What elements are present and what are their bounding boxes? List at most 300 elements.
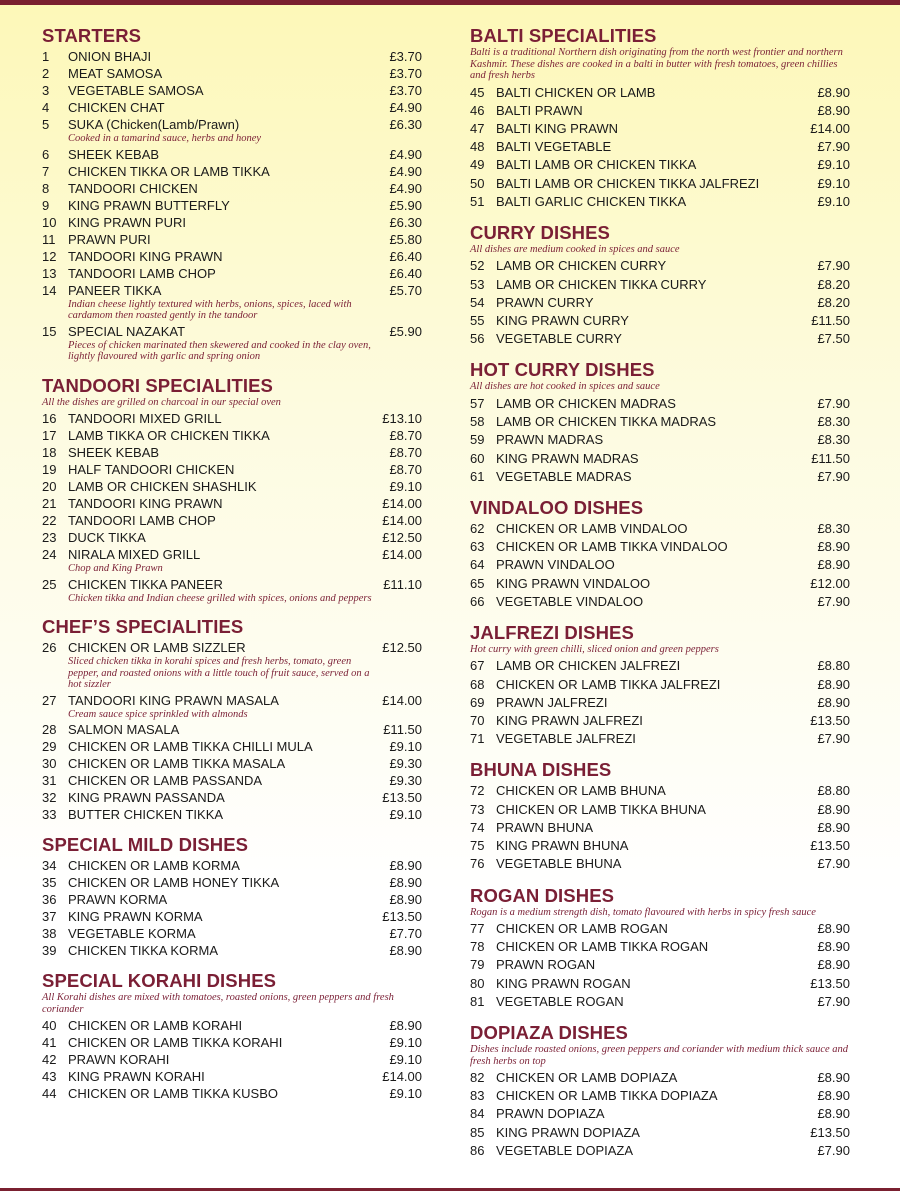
item-body bbox=[496, 837, 800, 855]
item-price: £8.90 bbox=[817, 819, 850, 835]
item-name: ONION BHAJI bbox=[68, 49, 152, 64]
item-body bbox=[496, 956, 800, 974]
item-body bbox=[68, 65, 372, 82]
item-number: 65 bbox=[470, 575, 485, 591]
item-price: £7.90 bbox=[817, 731, 850, 747]
item-price: £8.90 bbox=[389, 875, 422, 890]
item-number: 37 bbox=[42, 909, 57, 924]
menu-item bbox=[42, 1068, 422, 1085]
item-number: 72 bbox=[470, 783, 485, 799]
item-body bbox=[496, 855, 800, 873]
item-number: 60 bbox=[470, 450, 485, 466]
item-price: £13.50 bbox=[810, 838, 850, 854]
section-title: ROGAN DISHES bbox=[470, 884, 615, 906]
item-body bbox=[68, 576, 372, 606]
item-body bbox=[68, 1068, 372, 1085]
section-items bbox=[42, 857, 422, 959]
item-name: SHEEK KEBAB bbox=[68, 445, 160, 460]
item-name: CHICKEN TIKKA KORMA bbox=[68, 943, 219, 958]
item-number: 86 bbox=[470, 1142, 485, 1158]
item-name: CHICKEN TIKKA OR LAMB TIKKA bbox=[68, 163, 270, 179]
item-body bbox=[496, 450, 800, 468]
menu-item bbox=[42, 908, 422, 925]
item-number: 21 bbox=[42, 496, 57, 511]
item-body bbox=[68, 857, 372, 874]
item-body bbox=[496, 1087, 800, 1105]
item-number: 36 bbox=[42, 892, 57, 907]
item-number: 33 bbox=[42, 807, 57, 822]
item-name: SALMON MASALA bbox=[68, 722, 180, 737]
item-name: PANEER TIKKA bbox=[68, 282, 162, 298]
item-price: £8.80 bbox=[817, 783, 850, 799]
menu-section bbox=[470, 221, 850, 349]
item-body bbox=[68, 1085, 372, 1102]
item-name: KING PRAWN ROGAN bbox=[496, 975, 631, 991]
item-price: £4.90 bbox=[389, 180, 422, 196]
section-description: Dishes include roasted onions, green peppers and coriander with medium thick sauce and fresh herbs on top bbox=[470, 1044, 849, 1067]
item-number: 80 bbox=[470, 975, 485, 991]
menu-item bbox=[470, 1142, 850, 1160]
item-body bbox=[496, 556, 800, 574]
item-description: Chop and King Prawn bbox=[68, 563, 163, 574]
section-items bbox=[470, 1069, 850, 1160]
item-name: CHICKEN OR LAMB HONEY TIKKA bbox=[68, 875, 280, 890]
item-price: £7.90 bbox=[817, 258, 850, 274]
menu-item bbox=[470, 920, 850, 938]
item-name: SUKA (Chicken(Lamb/Prawn) bbox=[68, 117, 240, 132]
item-name: CHICKEN OR LAMB BHUNA bbox=[496, 783, 666, 799]
item-body bbox=[68, 248, 372, 265]
item-number: 46 bbox=[470, 102, 485, 118]
item-price: £7.90 bbox=[817, 593, 850, 609]
item-number: 8 bbox=[42, 180, 50, 196]
item-body bbox=[68, 639, 372, 692]
section-items bbox=[470, 782, 850, 873]
item-number: 57 bbox=[470, 395, 485, 411]
item-price: £9.30 bbox=[389, 756, 422, 771]
item-price: £9.10 bbox=[389, 1052, 422, 1067]
section-items bbox=[470, 257, 850, 348]
item-price: £6.30 bbox=[389, 117, 422, 132]
item-body bbox=[68, 692, 372, 722]
item-description: Cooked in a tamarind sauce, herbs and honey bbox=[68, 133, 262, 144]
item-price: £13.50 bbox=[810, 1124, 850, 1140]
menu-item bbox=[42, 116, 422, 146]
item-name: VEGETABLE MADRAS bbox=[496, 468, 632, 484]
item-name: KING PRAWN BHUNA bbox=[496, 838, 629, 854]
item-body bbox=[68, 163, 372, 180]
item-name: KING PRAWN DOPIAZA bbox=[496, 1124, 640, 1140]
menu-item bbox=[42, 806, 422, 823]
menu-item bbox=[42, 197, 422, 214]
item-number: 58 bbox=[470, 414, 485, 430]
item-price: £8.90 bbox=[817, 1070, 850, 1086]
item-body bbox=[496, 431, 800, 449]
item-body bbox=[68, 48, 372, 65]
menu-item bbox=[470, 801, 850, 819]
menu-item bbox=[42, 692, 422, 722]
menu-item bbox=[470, 975, 850, 993]
item-body bbox=[68, 231, 372, 248]
item-body bbox=[68, 146, 372, 163]
menu-item bbox=[42, 529, 422, 546]
item-number: 51 bbox=[470, 193, 485, 209]
menu-item bbox=[470, 538, 850, 556]
menu-item bbox=[470, 956, 850, 974]
menu-item bbox=[42, 444, 422, 461]
section-items bbox=[42, 410, 422, 605]
item-body bbox=[496, 1142, 800, 1160]
menu-item bbox=[470, 676, 850, 694]
menu-item bbox=[42, 891, 422, 908]
item-body bbox=[68, 1051, 372, 1068]
item-body bbox=[68, 738, 372, 755]
item-body bbox=[68, 772, 372, 789]
item-name: KING PRAWN VINDALOO bbox=[496, 575, 651, 591]
item-body bbox=[496, 102, 800, 120]
item-number: 25 bbox=[42, 576, 57, 592]
item-price: £7.90 bbox=[817, 139, 850, 155]
item-number: 70 bbox=[470, 713, 485, 729]
menu-item bbox=[470, 593, 850, 611]
item-price: £14.00 bbox=[382, 547, 422, 562]
item-name: KING PRAWN PURI bbox=[68, 214, 186, 230]
item-name: TANDOORI LAMB CHOP bbox=[68, 265, 216, 281]
menu-item bbox=[470, 84, 850, 102]
item-body bbox=[496, 120, 800, 138]
item-price: £8.90 bbox=[817, 801, 850, 817]
item-name: SHEEK KEBAB bbox=[68, 146, 160, 162]
item-name: PRAWN PURI bbox=[68, 231, 151, 247]
section-items bbox=[470, 520, 850, 611]
item-price: £8.90 bbox=[817, 1106, 850, 1122]
item-number: 43 bbox=[42, 1069, 57, 1084]
item-body bbox=[68, 265, 372, 282]
item-name: VEGETABLE SAMOSA bbox=[68, 83, 204, 98]
item-name: KING PRAWN MADRAS bbox=[496, 450, 639, 466]
item-body bbox=[496, 84, 800, 102]
item-price: £8.90 bbox=[817, 957, 850, 973]
item-number: 5 bbox=[42, 117, 50, 132]
section-items bbox=[42, 639, 422, 823]
item-body bbox=[496, 676, 800, 694]
item-price: £8.90 bbox=[389, 943, 422, 958]
section-description: Rogan is a medium strength dish, tomato flavoured with herbs in spicy fresh sauce bbox=[470, 906, 816, 918]
menu-item bbox=[470, 395, 850, 413]
item-number: 34 bbox=[42, 858, 57, 873]
item-name: CHICKEN OR LAMB KORAHI bbox=[68, 1018, 243, 1033]
item-number: 11 bbox=[42, 231, 56, 247]
item-price: £8.90 bbox=[817, 557, 850, 573]
menu-item bbox=[470, 819, 850, 837]
item-name: PRAWN CURRY bbox=[496, 294, 594, 310]
item-number: 84 bbox=[470, 1106, 485, 1122]
item-body bbox=[68, 461, 372, 478]
item-price: £8.30 bbox=[817, 414, 850, 430]
item-name: KING PRAWN KORMA bbox=[68, 909, 203, 924]
menu-item bbox=[42, 512, 422, 529]
item-name: TANDOORI KING PRAWN MASALA bbox=[68, 692, 279, 708]
item-body bbox=[496, 593, 800, 611]
menu-item bbox=[42, 323, 422, 364]
item-name: TANDOORI KING PRAWN bbox=[68, 248, 223, 264]
item-body bbox=[496, 413, 800, 431]
menu-item bbox=[42, 772, 422, 789]
section-title: STARTERS bbox=[42, 25, 142, 46]
item-name: HALF TANDOORI CHICKEN bbox=[68, 462, 235, 477]
item-name: NIRALA MIXED GRILL bbox=[68, 547, 201, 562]
section-title: DOPIAZA DISHES bbox=[470, 1022, 628, 1044]
item-number: 14 bbox=[42, 282, 57, 298]
item-name: KING PRAWN CURRY bbox=[496, 313, 629, 329]
menu-column-right bbox=[470, 24, 850, 1170]
item-price: £8.90 bbox=[817, 921, 850, 936]
item-body bbox=[496, 1069, 800, 1087]
item-price: £9.10 bbox=[389, 739, 422, 754]
item-body bbox=[68, 891, 372, 908]
item-name: TANDOORI LAMB CHOP bbox=[68, 513, 216, 528]
item-price: £11.50 bbox=[811, 450, 850, 466]
menu-item bbox=[470, 938, 850, 956]
item-name: CHICKEN OR LAMB SIZZLER bbox=[68, 640, 246, 655]
item-number: 69 bbox=[470, 694, 485, 710]
menu-item bbox=[470, 1105, 850, 1123]
item-price: £8.90 bbox=[389, 1018, 422, 1033]
item-number: 67 bbox=[470, 658, 485, 674]
item-body bbox=[496, 294, 800, 312]
item-price: £7.90 bbox=[817, 856, 850, 872]
section-description: All dishes are hot cooked in spices and sauce bbox=[470, 381, 660, 393]
menu-section bbox=[470, 1021, 850, 1160]
item-number: 15 bbox=[42, 323, 57, 339]
item-name: CHICKEN OR LAMB TIKKA BHUNA bbox=[496, 801, 706, 817]
item-price: £8.90 bbox=[817, 102, 850, 118]
item-name: CHICKEN OR LAMB VINDALOO bbox=[496, 520, 688, 536]
item-number: 23 bbox=[42, 530, 57, 545]
item-price: £12.50 bbox=[382, 640, 422, 655]
item-number: 55 bbox=[470, 313, 485, 329]
item-body bbox=[68, 323, 372, 364]
item-body bbox=[496, 575, 800, 593]
item-name: VEGETABLE KORMA bbox=[68, 926, 196, 941]
item-price: £14.00 bbox=[382, 496, 422, 511]
item-name: LAMB OR CHICKEN TIKKA CURRY bbox=[496, 276, 707, 292]
item-price: £7.90 bbox=[817, 993, 850, 1009]
item-price: £9.10 bbox=[817, 193, 850, 209]
item-name: CHICKEN OR LAMB KORMA bbox=[68, 858, 240, 873]
item-name: KING PRAWN JALFREZI bbox=[496, 713, 643, 729]
item-body bbox=[68, 1034, 372, 1051]
item-price: £8.30 bbox=[817, 520, 850, 536]
item-body bbox=[496, 920, 800, 938]
item-name: CHICKEN OR LAMB ROGAN bbox=[496, 921, 668, 936]
item-name: PRAWN ROGAN bbox=[496, 957, 596, 973]
item-number: 45 bbox=[470, 84, 485, 100]
item-name: PRAWN VINDALOO bbox=[496, 557, 615, 573]
item-body bbox=[68, 410, 372, 427]
item-number: 75 bbox=[470, 838, 485, 854]
item-name: DUCK TIKKA bbox=[68, 530, 146, 545]
item-number: 32 bbox=[42, 790, 57, 805]
menu-item bbox=[42, 639, 422, 692]
menu-section bbox=[42, 833, 422, 959]
item-body bbox=[496, 782, 800, 800]
item-number: 13 bbox=[42, 265, 57, 281]
section-title: HOT CURRY DISHES bbox=[470, 359, 655, 381]
item-body bbox=[68, 116, 372, 146]
menu-item bbox=[42, 478, 422, 495]
item-name: BALTI KING PRAWN bbox=[496, 120, 619, 136]
item-name: VEGETABLE JALFREZI bbox=[496, 731, 636, 747]
item-name: CHICKEN OR LAMB TIKKA MASALA bbox=[68, 756, 286, 771]
menu-item bbox=[470, 156, 850, 174]
item-price: £9.10 bbox=[389, 1035, 422, 1050]
item-price: £14.00 bbox=[382, 692, 422, 708]
item-body bbox=[68, 908, 372, 925]
section-description: All the dishes are grilled on charcoal in our special oven bbox=[42, 396, 281, 408]
item-body bbox=[496, 520, 800, 538]
item-price: £4.90 bbox=[389, 163, 422, 179]
item-number: 19 bbox=[42, 462, 57, 477]
menu-item bbox=[42, 1017, 422, 1034]
item-number: 22 bbox=[42, 513, 57, 528]
section-description: All Korahi dishes are mixed with tomatoes, roasted onions, green peppers and fresh coriander bbox=[42, 992, 394, 1015]
item-price: £3.70 bbox=[389, 66, 422, 81]
menu-item bbox=[470, 694, 850, 712]
item-number: 24 bbox=[42, 547, 57, 562]
section-description: Balti is a traditional Northern dish originating from the north west frontier and northern Kashmir. These dishes are cooked in a balti in butter with fresh tomatoes, green chillies and fresh herbs bbox=[470, 47, 843, 81]
item-price: £8.90 bbox=[389, 892, 422, 907]
item-price: £14.00 bbox=[382, 1069, 422, 1084]
item-price: £4.90 bbox=[389, 146, 422, 162]
section-items bbox=[470, 395, 850, 486]
item-body bbox=[496, 993, 800, 1011]
item-body bbox=[496, 694, 800, 712]
item-name: BALTI LAMB OR CHICKEN TIKKA JALFREZI bbox=[496, 175, 760, 191]
menu-item bbox=[42, 942, 422, 959]
item-body bbox=[68, 180, 372, 197]
menu-section bbox=[42, 969, 422, 1102]
item-price: £8.90 bbox=[817, 539, 850, 555]
menu-item bbox=[470, 837, 850, 855]
item-price: £8.90 bbox=[817, 939, 850, 955]
item-price: £9.10 bbox=[389, 807, 422, 822]
menu-item bbox=[42, 1085, 422, 1102]
item-name: CHICKEN OR LAMB TIKKA KUSBO bbox=[68, 1086, 278, 1101]
item-name: CHICKEN OR LAMB TIKKA ROGAN bbox=[496, 939, 709, 955]
item-price: £8.20 bbox=[817, 276, 850, 292]
item-number: 78 bbox=[470, 939, 485, 955]
item-price: £12.00 bbox=[810, 575, 850, 591]
section-items bbox=[470, 657, 850, 748]
item-description: Cream sauce spice sprinkled with almonds bbox=[68, 708, 248, 720]
item-name: BUTTER CHICKEN TIKKA bbox=[68, 807, 224, 822]
item-number: 59 bbox=[470, 432, 485, 448]
menu-item bbox=[470, 1124, 850, 1142]
item-number: 20 bbox=[42, 479, 57, 494]
section-items bbox=[470, 920, 850, 1011]
menu-item bbox=[42, 214, 422, 231]
item-name: CHICKEN OR LAMB TIKKA JALFREZI bbox=[496, 676, 721, 692]
section-items bbox=[42, 48, 422, 364]
menu-item bbox=[470, 468, 850, 486]
item-name: BALTI GARLIC CHICKEN TIKKA bbox=[496, 193, 687, 209]
item-price: £7.70 bbox=[389, 926, 422, 941]
item-body bbox=[68, 721, 372, 738]
menu-section bbox=[470, 621, 850, 749]
menu-item bbox=[470, 1087, 850, 1105]
item-name: PRAWN DOPIAZA bbox=[496, 1106, 605, 1122]
item-body bbox=[68, 755, 372, 772]
item-price: £13.10 bbox=[382, 411, 422, 426]
item-body bbox=[496, 938, 800, 956]
item-price: £14.00 bbox=[810, 120, 850, 136]
menu-section bbox=[42, 24, 422, 364]
item-description: Chicken tikka and Indian cheese grilled with spices, onions and peppers bbox=[68, 592, 372, 604]
menu-item bbox=[42, 874, 422, 891]
item-name: LAMB TIKKA OR CHICKEN TIKKA bbox=[68, 428, 270, 443]
item-number: 49 bbox=[470, 157, 485, 173]
item-number: 27 bbox=[42, 692, 57, 708]
item-number: 26 bbox=[42, 640, 57, 655]
menu-item bbox=[470, 431, 850, 449]
menu-item bbox=[42, 410, 422, 427]
item-body bbox=[68, 214, 372, 231]
item-name: CHICKEN OR LAMB PASSANDA bbox=[68, 773, 263, 788]
item-price: £6.30 bbox=[389, 214, 422, 230]
menu-item bbox=[470, 782, 850, 800]
menu-item bbox=[42, 925, 422, 942]
item-price: £11.10 bbox=[383, 576, 422, 592]
item-body bbox=[68, 444, 372, 461]
item-number: 64 bbox=[470, 557, 485, 573]
item-number: 30 bbox=[42, 756, 57, 771]
item-price: £13.50 bbox=[382, 909, 422, 924]
menu-item bbox=[42, 1051, 422, 1068]
menu-item bbox=[470, 520, 850, 538]
item-number: 83 bbox=[470, 1088, 485, 1104]
item-price: £3.70 bbox=[389, 83, 422, 98]
item-body bbox=[496, 257, 800, 275]
item-price: £8.70 bbox=[389, 445, 422, 460]
item-number: 48 bbox=[470, 139, 485, 155]
item-body bbox=[496, 395, 800, 413]
section-title: JALFREZI DISHES bbox=[470, 621, 634, 643]
section-title: SPECIAL MILD DISHES bbox=[42, 834, 249, 855]
item-number: 79 bbox=[470, 957, 485, 973]
menu-item bbox=[470, 330, 850, 348]
item-body bbox=[68, 478, 372, 495]
item-body bbox=[496, 657, 800, 675]
section-title: CURRY DISHES bbox=[470, 221, 610, 243]
item-name: TANDOORI MIXED GRILL bbox=[68, 411, 222, 426]
item-name: LAMB OR CHICKEN SHASHLIK bbox=[68, 479, 257, 494]
item-price: £11.50 bbox=[811, 313, 850, 329]
item-price: £13.50 bbox=[810, 713, 850, 729]
item-name: LAMB OR CHICKEN JALFREZI bbox=[496, 658, 681, 674]
item-price: £9.10 bbox=[817, 175, 850, 191]
menu-item bbox=[470, 1069, 850, 1087]
item-name: SPECIAL NAZAKAT bbox=[68, 323, 186, 339]
item-name: CHICKEN TIKKA PANEER bbox=[68, 576, 223, 592]
item-number: 4 bbox=[42, 100, 50, 115]
menu-item bbox=[470, 657, 850, 675]
item-body bbox=[496, 156, 800, 174]
item-body bbox=[68, 546, 372, 576]
item-number: 63 bbox=[470, 539, 485, 555]
item-number: 31 bbox=[42, 773, 57, 788]
item-number: 35 bbox=[42, 875, 57, 890]
